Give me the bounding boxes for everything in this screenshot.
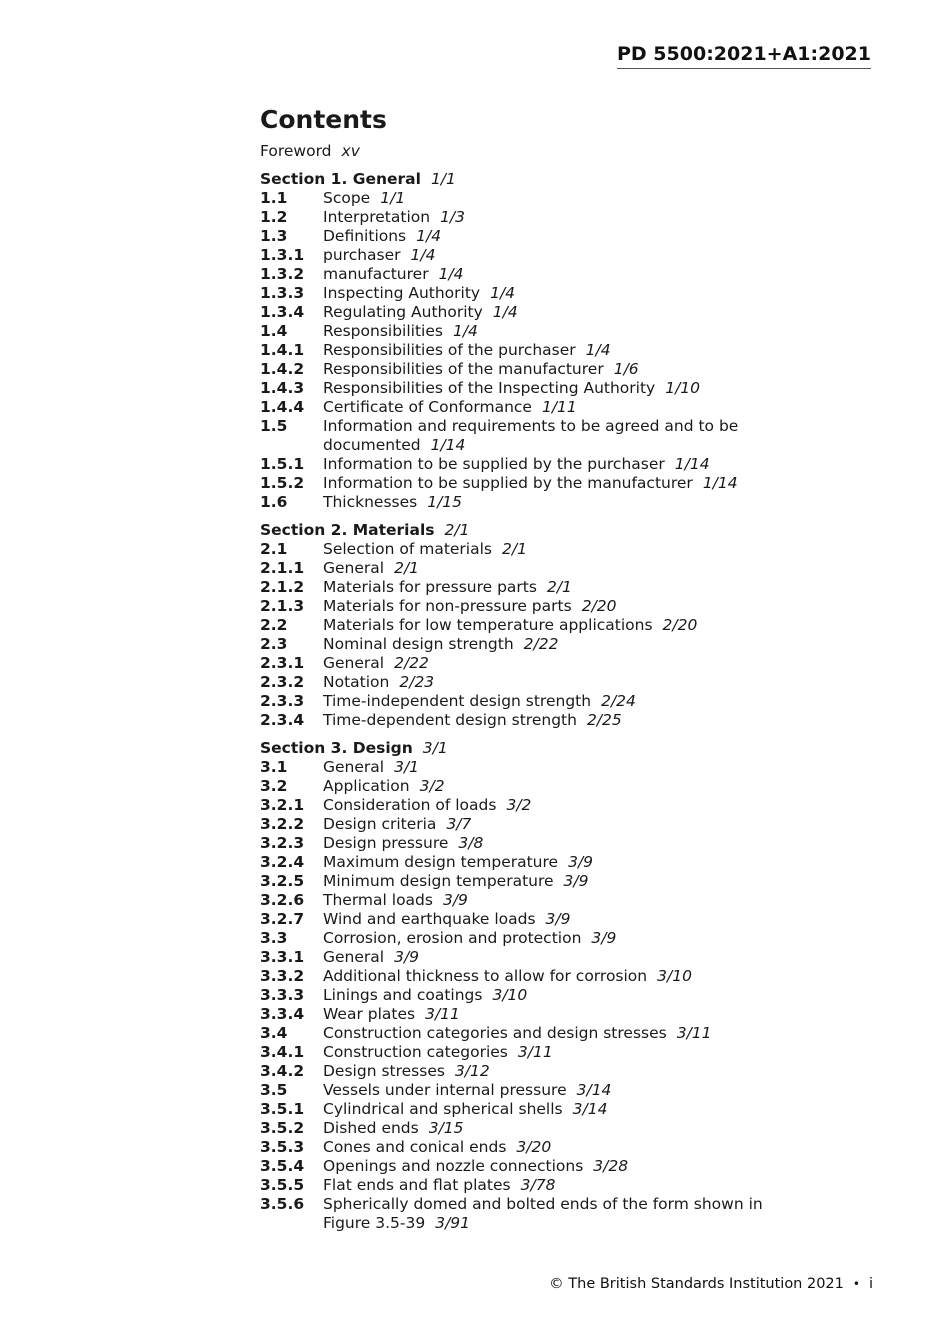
toc-page-ref: 3/78 — [520, 1176, 556, 1194]
toc-entry-number: 3.2 — [260, 777, 288, 795]
toc-entry-title: Time-independent design strength — [323, 692, 592, 710]
toc-entry-text — [323, 1157, 780, 1176]
toc-section — [260, 170, 780, 512]
toc-page-ref: 3/9 — [591, 929, 617, 947]
toc-entry[interactable] — [260, 379, 780, 398]
toc-entry[interactable] — [260, 559, 780, 578]
toc-entry-number: 2.3.3 — [260, 692, 305, 710]
toc-entry-text — [323, 711, 780, 730]
toc-entry-text — [323, 455, 780, 474]
toc-entry-number: 3.5.2 — [260, 1119, 305, 1137]
toc-entry[interactable] — [260, 1195, 780, 1233]
toc-entry[interactable] — [260, 1062, 780, 1081]
toc-entry[interactable] — [260, 1005, 780, 1024]
toc-entry-title: Design pressure — [323, 834, 449, 852]
toc-page-ref: 3/28 — [593, 1157, 629, 1175]
toc-page-ref: 3/14 — [576, 1081, 612, 1099]
toc-entry-number: 3.5.6 — [260, 1195, 305, 1213]
toc-entry[interactable] — [260, 189, 780, 208]
toc-entry-number: 2.3 — [260, 635, 288, 653]
toc-section-heading[interactable] — [260, 739, 780, 758]
toc-entry-text — [323, 616, 780, 635]
toc-entry-number: 3.2.3 — [260, 834, 305, 852]
toc-entry-title: Regulating Authority — [323, 303, 483, 321]
toc-page-ref: 1/14 — [674, 455, 710, 473]
toc-entry-title: General — [323, 948, 385, 966]
toc-entry-title: Time-dependent design strength — [323, 711, 577, 729]
toc-entry-number: 3.4.2 — [260, 1062, 305, 1080]
toc-page-ref: 3/9 — [563, 872, 589, 890]
toc-entry[interactable] — [260, 1138, 780, 1157]
toc-entry-number: 3.3.3 — [260, 986, 305, 1004]
toc-page-ref: 2/24 — [601, 692, 636, 710]
toc-entry[interactable] — [260, 967, 780, 986]
toc-page-ref: 3/11 — [517, 1043, 553, 1061]
toc-entry-title: Information to be supplied by the manufacturer — [323, 474, 693, 492]
toc-entry-title: Inspecting Authority — [323, 284, 481, 302]
toc-section-label: Section 1. General — [260, 170, 421, 188]
toc-entry-number: 1.3.2 — [260, 265, 305, 283]
toc-entry-title: Dished ends — [323, 1119, 419, 1137]
toc-page-ref: 2/20 — [581, 597, 617, 615]
toc-entry-text — [323, 597, 780, 616]
toc-page-ref: 1/4 — [585, 341, 611, 359]
toc-page-ref: 1/1 — [430, 170, 456, 188]
toc-entry-title: Responsibilities — [323, 322, 443, 340]
toc-entry-title: Additional thickness to allow for corrosion — [323, 967, 648, 985]
toc-entry-text — [323, 1100, 780, 1119]
toc-entry-title: Responsibilities of the Inspecting Authority — [323, 379, 656, 397]
toc-entry-text — [323, 910, 780, 929]
toc-page-ref: 3/9 — [442, 891, 468, 909]
toc-page-ref: 1/4 — [492, 303, 518, 321]
toc-page-ref: 1/4 — [410, 246, 436, 264]
toc-entry[interactable] — [260, 265, 780, 284]
toc-page-ref: 2/1 — [502, 540, 527, 558]
toc-entry-title: Construction categories — [323, 1043, 508, 1061]
toc-entry-title: purchaser — [323, 246, 401, 264]
toc-page-ref: 1/4 — [452, 322, 478, 340]
footer-separator: • — [852, 1277, 860, 1291]
toc-page-ref: 3/12 — [454, 1062, 490, 1080]
toc-entry-number: 1.2 — [260, 208, 288, 226]
toc-entry[interactable] — [260, 910, 780, 929]
toc-entry-number: 3.3.2 — [260, 967, 305, 985]
toc-entry-text — [323, 1005, 780, 1024]
page-number: i — [868, 1276, 873, 1292]
toc-page-ref: 1/14 — [702, 474, 738, 492]
toc-entry[interactable] — [260, 417, 780, 455]
toc-entry-number: 3.2.4 — [260, 853, 305, 871]
toc-entry[interactable] — [260, 540, 780, 559]
toc-entry-number: 1.4.4 — [260, 398, 305, 416]
toc-entry-title: Design criteria — [323, 815, 437, 833]
toc-page-ref: 1/1 — [380, 189, 406, 207]
toc-section-label: Section 3. Design — [260, 739, 413, 757]
toc-section-label: Section 2. Materials — [260, 521, 435, 539]
toc-entry-text — [323, 417, 780, 455]
toc-entry-number: 3.2.2 — [260, 815, 305, 833]
toc-page-ref: 3/2 — [419, 777, 445, 795]
toc-page-ref: 2/22 — [394, 654, 429, 672]
toc-entry-title: General — [323, 654, 385, 672]
toc-entry-title: Linings and coatings — [323, 986, 483, 1004]
toc-page-ref: 3/10 — [492, 986, 528, 1004]
toc-entry-title: Cylindrical and spherical shells — [323, 1100, 563, 1118]
table-of-contents — [260, 103, 780, 1242]
toc-page-ref: 2/20 — [662, 616, 698, 634]
toc-entry[interactable] — [260, 692, 780, 711]
toc-entry-title: Spherically domed and bolted ends of the form shown in Figure 3.5-39 — [323, 1195, 763, 1232]
toc-entry[interactable] — [260, 711, 780, 730]
toc-entry-number: 3.5 — [260, 1081, 288, 1099]
toc-entry-title: Design stresses — [323, 1062, 445, 1080]
toc-entry-number: 2.3.1 — [260, 654, 305, 672]
toc-entry[interactable] — [260, 834, 780, 853]
toc-page-ref: 2/25 — [586, 711, 622, 729]
toc-page-ref: 2/1 — [394, 559, 420, 577]
toc-entry[interactable] — [260, 493, 780, 512]
toc-entry-text — [323, 891, 780, 910]
toc-page-ref: 3/8 — [458, 834, 484, 852]
toc-entry[interactable] — [260, 474, 780, 493]
toc-entry-title: General — [323, 559, 385, 577]
toc-entry-title: Corrosion, erosion and protection — [323, 929, 582, 947]
toc-page-ref: 3/1 — [422, 739, 448, 757]
toc-entry-number: 1.3.4 — [260, 303, 305, 321]
toc-entry-title: General — [323, 758, 385, 776]
toc-entry[interactable] — [260, 208, 780, 227]
toc-entry-title: Thermal loads — [323, 891, 433, 909]
toc-entry-text — [323, 379, 780, 398]
toc-entry-text — [323, 673, 780, 692]
toc-entry-title: Maximum design temperature — [323, 853, 559, 871]
toc-entry-text — [323, 1176, 780, 1195]
toc-entry[interactable] — [260, 891, 780, 910]
toc-entry-number: 3.5.3 — [260, 1138, 305, 1156]
toc-entry-title: Interpretation — [323, 208, 431, 226]
page-footer — [549, 1276, 873, 1292]
toc-entry[interactable] — [260, 948, 780, 967]
toc-entry-text — [323, 777, 780, 796]
toc-page-ref: 3/9 — [568, 853, 594, 871]
toc-page-ref: 3/11 — [425, 1005, 460, 1023]
toc-entry-text — [323, 189, 780, 208]
toc-entry-text — [323, 948, 780, 967]
toc-entry-title: Wind and earthquake loads — [323, 910, 536, 928]
toc-entry-text — [323, 227, 780, 246]
toc-page-ref: 1/6 — [613, 360, 639, 378]
toc-page-ref: 1/11 — [541, 398, 577, 416]
toc-page-ref: 3/9 — [545, 910, 571, 928]
toc-section — [260, 521, 780, 730]
toc-entry[interactable] — [260, 986, 780, 1005]
toc-entry[interactable] — [260, 777, 780, 796]
toc-entry-number: 1.6 — [260, 493, 288, 511]
toc-page-ref: 3/10 — [657, 967, 692, 985]
toc-entry-number: 1.5.2 — [260, 474, 305, 492]
toc-entry-text — [323, 692, 780, 711]
toc-entry-text — [323, 1062, 780, 1081]
toc-entry-title: manufacturer — [323, 265, 429, 283]
toc-page-ref: 2/23 — [399, 673, 435, 691]
toc-entry-number: 3.1 — [260, 758, 288, 776]
document-id: PD 5500:2021+A1:2021 — [617, 43, 871, 69]
toc-entry-title: Materials for non-pressure parts — [323, 597, 572, 615]
toc-entry[interactable] — [260, 1024, 780, 1043]
toc-entry-title: Responsibilities of the purchaser — [323, 341, 576, 359]
toc-entry[interactable] — [260, 616, 780, 635]
toc-entry-text — [323, 758, 780, 777]
toc-entry-text — [323, 872, 780, 891]
toc-entry-title: Minimum design temperature — [323, 872, 554, 890]
toc-entry-text — [323, 796, 780, 815]
toc-entry[interactable] — [260, 303, 780, 322]
toc-entry-number: 3.2.7 — [260, 910, 305, 928]
toc-entry[interactable] — [260, 1043, 780, 1062]
toc-page-ref: 3/91 — [435, 1214, 471, 1232]
toc-entry-number: 1.4.2 — [260, 360, 305, 378]
toc-entry[interactable] — [260, 578, 780, 597]
toc-entry-text — [323, 208, 780, 227]
toc-entry[interactable] — [260, 246, 780, 265]
toc-entry-text — [323, 284, 780, 303]
toc-entry-title: Application — [323, 777, 410, 795]
toc-page-ref: 3/11 — [676, 1024, 712, 1042]
toc-page-ref: 1/3 — [440, 208, 466, 226]
toc-section-heading[interactable] — [260, 521, 780, 540]
toc-entry[interactable] — [260, 341, 780, 360]
toc-entry[interactable] — [260, 796, 780, 815]
toc-entry-number: 1.4.1 — [260, 341, 305, 359]
toc-entry-number: 1.4 — [260, 322, 288, 340]
toc-entry-text — [323, 322, 780, 341]
toc-entry-number: 2.2 — [260, 616, 288, 634]
toc-sections — [260, 170, 780, 1233]
toc-entry-text — [323, 246, 780, 265]
toc-entry-title: Vessels under internal pressure — [323, 1081, 567, 1099]
toc-entry-text — [323, 578, 780, 597]
toc-entry-number: 1.5 — [260, 417, 288, 435]
toc-page-ref: 3/7 — [446, 815, 472, 833]
toc-entry-number: 3.4 — [260, 1024, 288, 1042]
toc-entry[interactable] — [260, 853, 780, 872]
toc-page-ref: 3/15 — [428, 1119, 464, 1137]
toc-entry-title: Nominal design strength — [323, 635, 514, 653]
toc-entry-number: 2.1.2 — [260, 578, 305, 596]
toc-entry-text — [323, 493, 780, 512]
toc-page-ref: 1/4 — [490, 284, 516, 302]
toc-entry-text — [323, 1138, 780, 1157]
toc-entry-title: Consideration of loads — [323, 796, 497, 814]
toc-entry-text — [323, 559, 780, 578]
toc-entry[interactable] — [260, 597, 780, 616]
toc-entry-title: Certificate of Conformance — [323, 398, 532, 416]
toc-page-ref: xv — [341, 142, 360, 160]
toc-section — [260, 739, 780, 1233]
toc-entry-number: 1.1 — [260, 189, 288, 207]
toc-entry[interactable] — [260, 1081, 780, 1100]
toc-entry-number: 3.5.1 — [260, 1100, 305, 1118]
toc-entry-text — [323, 815, 780, 834]
toc-entry[interactable] — [260, 284, 780, 303]
toc-entry-number: 3.3.4 — [260, 1005, 305, 1023]
toc-entry-number: 1.3 — [260, 227, 288, 245]
page-title: Contents — [260, 105, 387, 134]
toc-page-ref: 1/4 — [438, 265, 464, 283]
toc-entry-title: Thicknesses — [323, 493, 418, 511]
toc-entry-text — [323, 540, 780, 559]
toc-entry[interactable] — [260, 758, 780, 777]
toc-entry-text — [323, 929, 780, 948]
toc-entry[interactable] — [260, 872, 780, 891]
toc-page-ref: 3/1 — [394, 758, 420, 776]
toc-entry-text — [323, 360, 780, 379]
toc-entry-number: 3.5.4 — [260, 1157, 305, 1175]
toc-page-ref: 1/10 — [665, 379, 701, 397]
toc-entry-text — [323, 398, 780, 417]
toc-entry-title: Scope — [323, 189, 371, 207]
toc-entry[interactable] — [260, 398, 780, 417]
toc-entry-number: 2.3.2 — [260, 673, 305, 691]
toc-entry[interactable] — [260, 1119, 780, 1138]
toc-entry-title: Responsibilities of the manufacturer — [323, 360, 604, 378]
toc-entry[interactable] — [260, 322, 780, 341]
toc-page-ref: 3/9 — [394, 948, 420, 966]
toc-entry-text — [323, 1195, 780, 1233]
toc-entry-number: 2.1 — [260, 540, 288, 558]
toc-page-ref: 2/22 — [523, 635, 559, 653]
toc-entry-text — [323, 1119, 780, 1138]
toc-entry-text — [323, 834, 780, 853]
toc-entry[interactable] — [260, 673, 780, 692]
toc-entry-number: 3.2.1 — [260, 796, 305, 814]
toc-entry-number: 2.3.4 — [260, 711, 305, 729]
toc-entry-number: 1.5.1 — [260, 455, 305, 473]
toc-entry-title: Information to be supplied by the purchaser — [323, 455, 665, 473]
toc-entry-text — [323, 967, 780, 986]
toc-entry[interactable] — [260, 815, 780, 834]
toc-entry-title: Flat ends and flat plates — [323, 1176, 511, 1194]
toc-entry-text — [323, 635, 780, 654]
toc-entry-number: 2.1.1 — [260, 559, 305, 577]
toc-page-ref: 3/14 — [572, 1100, 608, 1118]
toc-entry-text — [323, 1043, 780, 1062]
toc-entry-number: 3.3 — [260, 929, 288, 947]
toc-entry-text — [323, 1081, 780, 1100]
toc-entry[interactable] — [260, 227, 780, 246]
toc-entry-text — [323, 1024, 780, 1043]
toc-entry-text — [323, 654, 780, 673]
toc-entry-number: 3.2.6 — [260, 891, 305, 909]
toc-entry[interactable] — [260, 455, 780, 474]
toc-entry-text — [323, 341, 780, 360]
toc-page-ref: 2/1 — [546, 578, 572, 596]
toc-entry-title: Openings and nozzle connections — [323, 1157, 584, 1175]
toc-entry[interactable] — [260, 1100, 780, 1119]
toc-entry[interactable] — [260, 635, 780, 654]
toc-entry-text — [323, 853, 780, 872]
toc-entry-title: Selection of materials — [323, 540, 492, 558]
toc-page-ref: 3/2 — [506, 796, 532, 814]
toc-foreword-label: Foreword — [260, 142, 332, 160]
toc-page-ref: 1/4 — [416, 227, 442, 245]
toc-entry-number: 3.3.1 — [260, 948, 305, 966]
toc-section-heading[interactable] — [260, 170, 780, 189]
toc-entry[interactable] — [260, 1157, 780, 1176]
toc-page-ref: 1/14 — [430, 436, 466, 454]
toc-entry-number: 1.4.3 — [260, 379, 305, 397]
toc-entry-number: 2.1.3 — [260, 597, 305, 615]
toc-entry[interactable] — [260, 360, 780, 379]
toc-entry-number: 3.5.5 — [260, 1176, 305, 1194]
toc-entry-text — [323, 474, 780, 493]
toc-entry[interactable] — [260, 929, 780, 948]
toc-entry[interactable] — [260, 1176, 780, 1195]
toc-entry-number: 1.3.3 — [260, 284, 305, 302]
toc-entry-number: 3.4.1 — [260, 1043, 305, 1061]
toc-entry-text — [323, 265, 780, 284]
toc-entry-title: Cones and conical ends — [323, 1138, 507, 1156]
toc-entry-text — [323, 986, 780, 1005]
toc-entry-title: Materials for low temperature applications — [323, 616, 653, 634]
toc-entry-title: Construction categories and design stresses — [323, 1024, 667, 1042]
toc-entry-title: Materials for pressure parts — [323, 578, 537, 596]
toc-page-ref: 2/1 — [444, 521, 470, 539]
toc-entry-text — [323, 303, 780, 322]
toc-entry-title: Information and requirements to be agreed and to be documented — [323, 417, 739, 454]
toc-entry-title: Wear plates — [323, 1005, 416, 1023]
copyright-notice: © The British Standards Institution 2021 — [549, 1276, 844, 1292]
toc-entry-title: Definitions — [323, 227, 407, 245]
toc-entry[interactable] — [260, 654, 780, 673]
toc-entry-title: Notation — [323, 673, 390, 691]
toc-entry-number: 3.2.5 — [260, 872, 305, 890]
toc-entry-number: 1.3.1 — [260, 246, 305, 264]
toc-page-ref: 1/15 — [427, 493, 463, 511]
toc-page-ref: 3/20 — [516, 1138, 552, 1156]
toc-foreword[interactable] — [260, 142, 780, 161]
